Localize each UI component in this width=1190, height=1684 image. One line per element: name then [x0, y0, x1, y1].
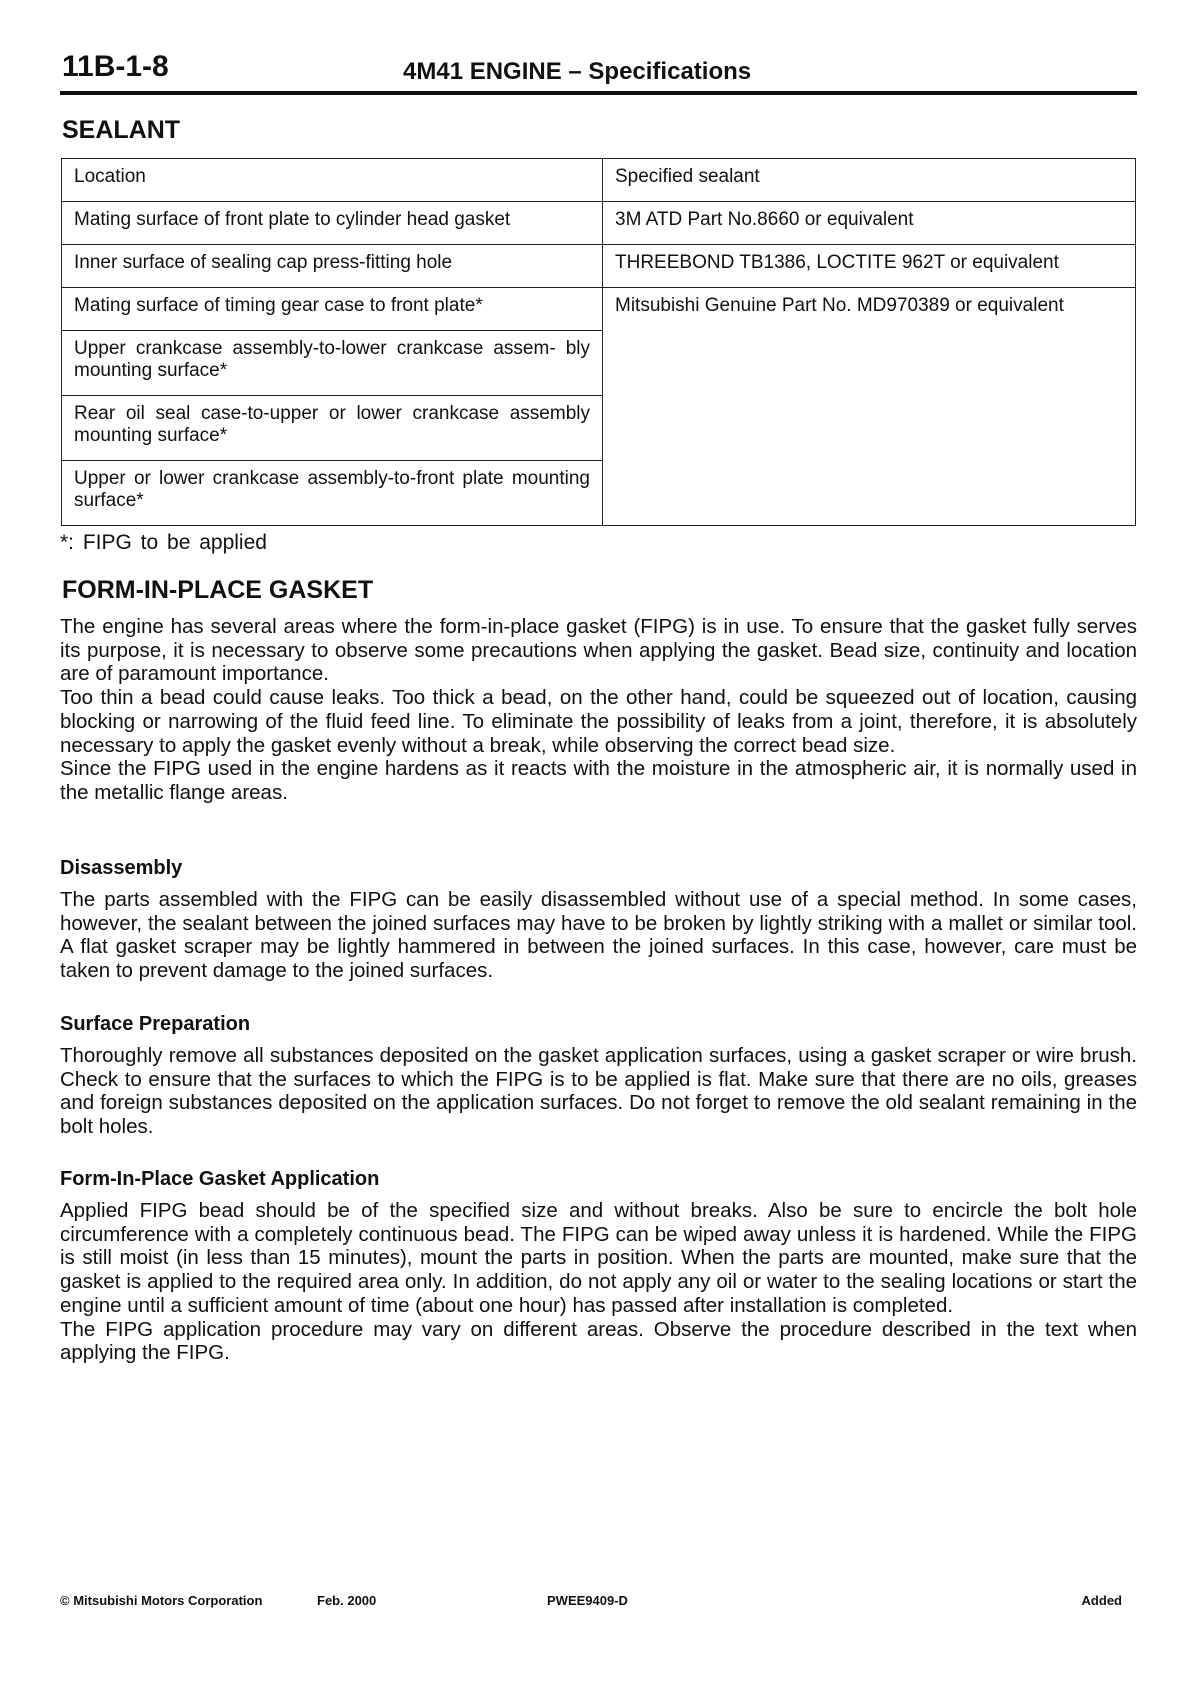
disassembly-text	[60, 888, 1137, 983]
sealant-cell: THREEBOND TB1386, LOCTITE 962T or equivalent	[603, 245, 1136, 288]
table-row	[62, 245, 1136, 288]
location-cell: Inner surface of sealing cap press-fitting hole	[62, 245, 603, 288]
fipg-heading: FORM-IN-PLACE GASKET	[62, 576, 374, 604]
table-row	[62, 288, 1136, 331]
sealant-cell: 3M ATD Part No.8660 or equivalent	[603, 202, 1136, 245]
paragraph: The engine has several areas where the form-in-place gasket (FIPG) is in use. To ensure that the gasket fully serves its purpose, it is necessary to observe some precautions when applying the gasket. Bead size, continuity and location are of paramount importance.	[60, 615, 1137, 686]
footer-copyright: © Mitsubishi Motors Corporation	[60, 1593, 263, 1608]
location-cell: Mating surface of front plate to cylinder head gasket	[62, 202, 603, 245]
application-heading: Form-In-Place Gasket Application	[60, 1168, 380, 1190]
location-cell: Rear oil seal case-to-upper or lower crankcase assembly mounting surface*	[62, 396, 603, 461]
sealant-heading: SEALANT	[62, 116, 181, 144]
header-rule	[60, 91, 1137, 95]
footer-status: Added	[1081, 1593, 1122, 1608]
column-header-sealant: Specified sealant	[603, 159, 1136, 202]
paragraph: The parts assembled with the FIPG can be easily disassembled without use of a special method. In some cases, however, the sealant between the joined surfaces may have to be broken by lightly striking with a mallet or similar tool. A flat gasket scraper may be lightly hammered in between the joined surfaces. In this case, however, care must be taken to prevent damage to the joined surfaces.	[60, 888, 1137, 983]
header-title: 4M41 ENGINE – Specifications	[403, 58, 752, 85]
table-header-row	[62, 159, 1136, 202]
table-row	[62, 202, 1136, 245]
page-number: 11B-1-8	[62, 50, 169, 83]
footer-date: Feb. 2000	[317, 1593, 377, 1608]
paragraph: Thoroughly remove all substances deposited on the gasket application surfaces, using a gasket scraper or wire brush. Check to ensure that the surfaces to which the FIPG is to be applied is flat. Make sure that there are no oils, greases and foreign substances deposited on the application surfaces. Do not forget to remove the old sealant remaining in the bolt holes.	[60, 1044, 1137, 1139]
sealant-table	[61, 158, 1136, 526]
footer-doc-code: PWEE9409-D	[547, 1593, 628, 1608]
paragraph: The FIPG application procedure may vary on different areas. Observe the procedure described in the text when applying the FIPG.	[60, 1317, 1137, 1365]
location-cell: Upper or lower crankcase assembly-to-front plate mounting surface*	[62, 461, 603, 526]
page-header	[60, 50, 1137, 95]
paragraph: Applied FIPG bead should be of the specified size and without breaks. Also be sure to encircle the bolt hole circumference with a completely continuous bead. The FIPG can be wiped away unless it is hardened. While the FIPG is still moist (in less than 15 minutes), mount the parts in position. When the parts are mounted, make sure that the gasket is applied to the required area only. In addition, do not apply any oil or water to the sealing locations or start the engine until a sufficient amount of time (about one hour) has passed after installation is completed.	[60, 1199, 1137, 1317]
location-cell: Upper crankcase assembly-to-lower crankcase assem- bly mounting surface*	[62, 331, 603, 396]
disassembly-heading: Disassembly	[60, 857, 183, 879]
fipg-intro	[60, 615, 1137, 805]
surface-preparation-heading: Surface Preparation	[60, 1013, 251, 1035]
column-header-location: Location	[62, 159, 603, 202]
sealant-cell: Mitsubishi Genuine Part No. MD970389 or equivalent	[603, 288, 1136, 526]
location-cell: Mating surface of timing gear case to front plate*	[62, 288, 603, 331]
paragraph: Since the FIPG used in the engine hardens as it reacts with the moisture in the atmospheric air, it is normally used in the metallic flange areas.	[60, 757, 1137, 804]
table-footnote: *: FIPG to be applied	[60, 531, 267, 554]
application-text	[60, 1199, 1137, 1365]
surface-preparation-text	[60, 1044, 1137, 1139]
paragraph: Too thin a bead could cause leaks. Too thick a bead, on the other hand, could be squeezed out of location, causing blocking or narrowing of the fluid feed line. To eliminate the possibility of leaks from a joint, therefore, it is absolutely necessary to apply the gasket evenly without a break, while observing the correct bead size.	[60, 686, 1137, 757]
